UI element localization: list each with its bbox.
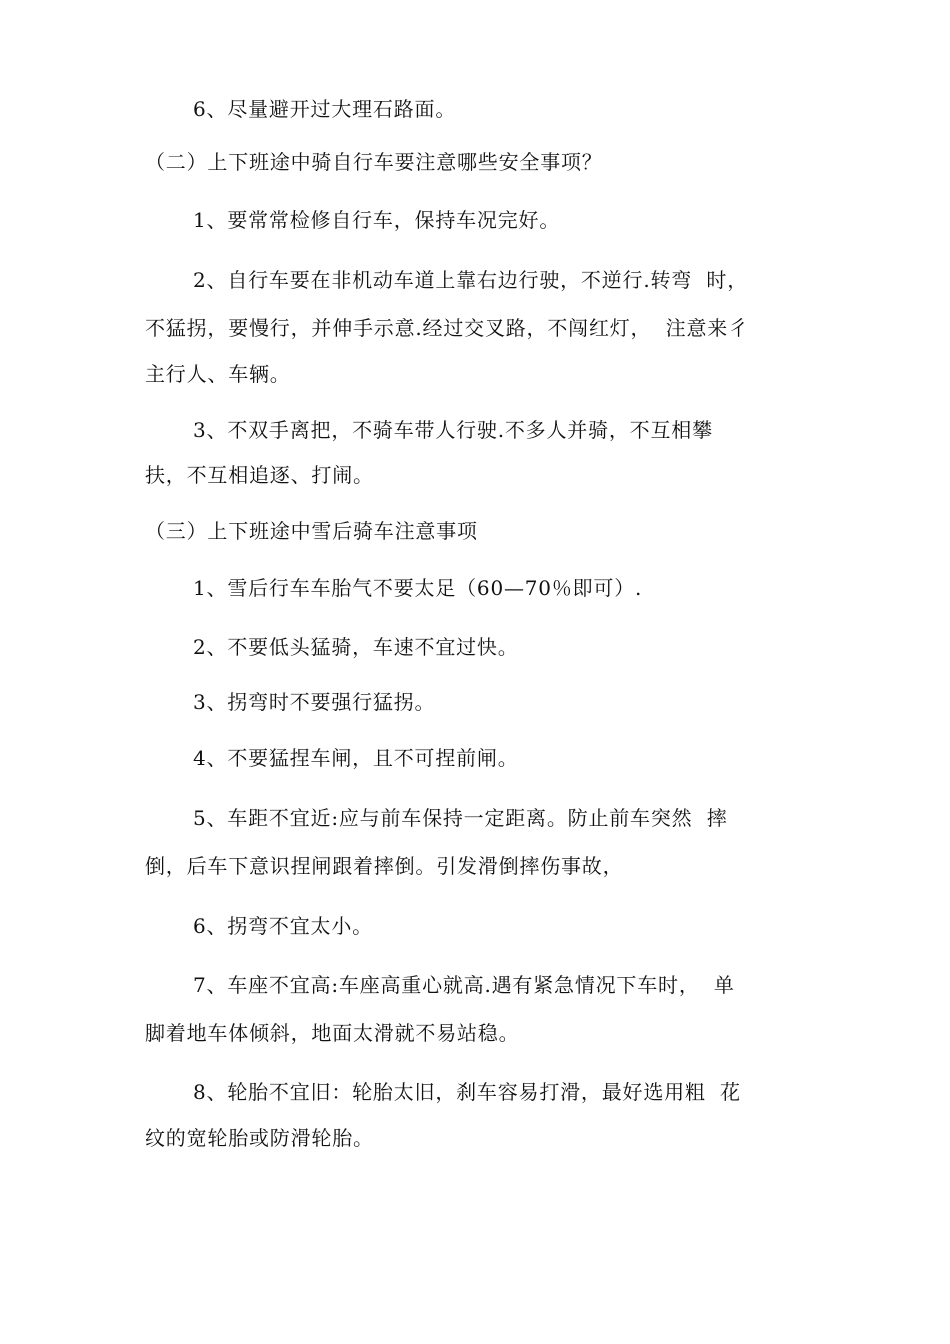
- list-item-tires-cont: 纹的宽轮胎或防滑轮胎。: [145, 1126, 374, 1150]
- section-heading-snow-riding: （三）上下班途中雪后骑车注意事项: [145, 519, 478, 543]
- list-item-no-sharp-turn: 3、拐弯时不要强行猛拐。: [193, 690, 436, 714]
- list-item-avoid-marble: 6、尽量避开过大理石路面。: [193, 97, 457, 121]
- section-heading-commute-bike: （二）上下班途中骑自行车要注意哪些安全事项？: [145, 150, 603, 174]
- list-item-seat-height-cont: 脚着地车体倾斜，地面太滑就不易站稳。: [145, 1021, 520, 1045]
- list-item-tire-pressure: 1、雪后行车车胎气不要太足（60—70％即可）.: [193, 576, 643, 600]
- list-item-maintain-bike: 1、要常常检修自行车，保持车况完好。: [193, 208, 561, 232]
- list-item-ride-right-cont-1: 不猛拐，要慢行，并伸手示意.经过交叉路，不闯红灯， 注意来彳: [145, 316, 749, 340]
- list-item-no-hands-off-cont: 扶，不互相追逐、打闹。: [145, 463, 374, 487]
- list-item-keep-distance-cont: 倒，后车下意识捏闸跟着摔倒。引发滑倒摔伤事故，: [145, 854, 624, 878]
- list-item-brake-gently: 4、不要猛捏车闸，且不可捏前闸。: [193, 746, 519, 770]
- list-item-seat-height: 7、车座不宜高:车座高重心就高.遇有紧急情况下车时， 单: [193, 973, 735, 997]
- list-item-wide-turn: 6、拐弯不宜太小。: [193, 914, 373, 938]
- list-item-ride-right: 2、自行车要在非机动车道上靠右边行驶，不逆行.转弯 时，: [193, 268, 748, 292]
- list-item-ride-right-cont-2: 主行人、车辆。: [145, 362, 291, 386]
- list-item-no-speeding: 2、不要低头猛骑，车速不宜过快。: [193, 635, 519, 659]
- list-item-tires: 8、轮胎不宜旧：轮胎太旧，刹车容易打滑，最好选用粗 花: [193, 1080, 741, 1104]
- list-item-no-hands-off: 3、不双手离把，不骑车带人行驶.不多人并骑，不互相攀: [193, 418, 713, 442]
- list-item-keep-distance: 5、车距不宜近:应与前车保持一定距离。防止前车突然 摔: [193, 806, 728, 830]
